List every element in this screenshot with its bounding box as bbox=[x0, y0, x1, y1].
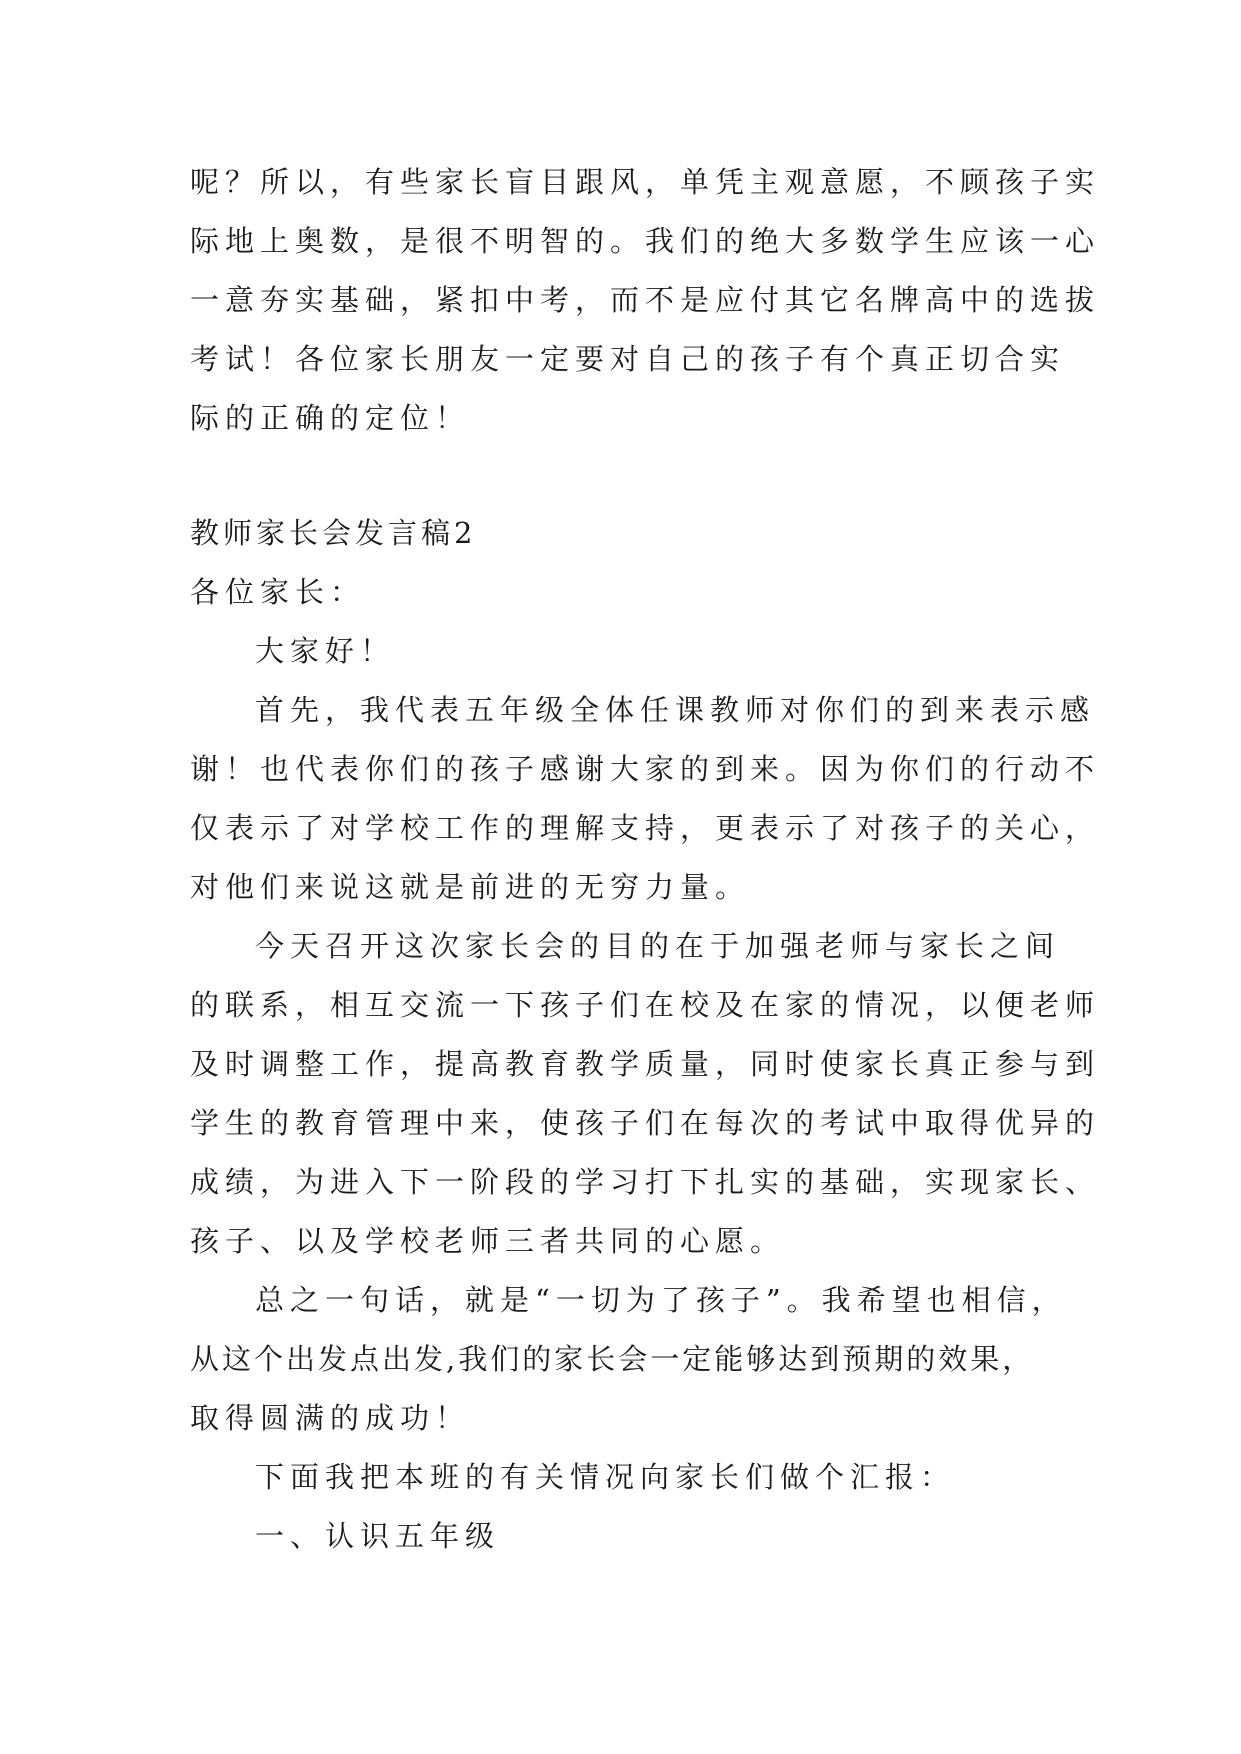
paragraph-5: 下面我把本班的有关情况向家长们做个汇报： bbox=[255, 1460, 956, 1494]
paragraph-2-line: 谢！也代表你们的孩子感谢大家的到来。因为你们的行动不 bbox=[190, 752, 1101, 786]
paragraph-3-line: 成绩，为进入下一阶段的学习打下扎实的基础，实现家长、 bbox=[190, 1165, 1101, 1199]
heading-1: 一、认识五年级 bbox=[255, 1519, 501, 1553]
salutation: 各位家长： bbox=[190, 575, 366, 609]
paragraph-3-line: 今天召开这次家长会的目的在于加强老师与家长之间 bbox=[255, 929, 1061, 963]
paragraph-2-line: 对他们来说这就是前进的无穷力量。 bbox=[190, 870, 751, 904]
paragraph-1-line: 考试！各位家长朋友一定要对自己的孩子有个真正切合实 bbox=[190, 342, 1066, 376]
greeting: 大家好！ bbox=[255, 634, 396, 668]
paragraph-4-line: 从这个出发点出发,我们的家长会一定能够达到预期的效果， bbox=[190, 1342, 1035, 1376]
paragraph-3-line: 的联系，相互交流一下孩子们在校及在家的情况，以便老师 bbox=[190, 988, 1101, 1022]
paragraph-1-line: 呢？所以，有些家长盲目跟风，单凭主观意愿，不顾孩子实 bbox=[190, 165, 1101, 199]
paragraph-3-line: 孩子、以及学校老师三者共同的心愿。 bbox=[190, 1224, 786, 1258]
section-title: 教师家长会发言稿2 bbox=[190, 516, 477, 550]
paragraph-4-line: 取得圆满的成功！ bbox=[190, 1401, 471, 1435]
paragraph-4-line: 总之一句话，就是“一切为了孩子”。我希望也相信， bbox=[255, 1283, 1067, 1317]
paragraph-1-line: 际地上奥数，是很不明智的。我们的绝大多数学生应该一心 bbox=[190, 224, 1101, 258]
paragraph-1-line: 际的正确的定位！ bbox=[190, 401, 471, 435]
paragraph-2-line: 首先，我代表五年级全体任课教师对你们的到来表示感 bbox=[255, 693, 1096, 727]
paragraph-3-line: 学生的教育管理中来，使孩子们在每次的考试中取得优异的 bbox=[190, 1106, 1101, 1140]
paragraph-2-line: 仅表示了对学校工作的理解支持，更表示了对孩子的关心， bbox=[190, 811, 1101, 845]
paragraph-3-line: 及时调整工作，提高教育教学质量，同时使家长真正参与到 bbox=[190, 1047, 1101, 1081]
paragraph-1-line: 一意夯实基础，紧扣中考，而不是应付其它名牌高中的选拔 bbox=[190, 283, 1101, 317]
